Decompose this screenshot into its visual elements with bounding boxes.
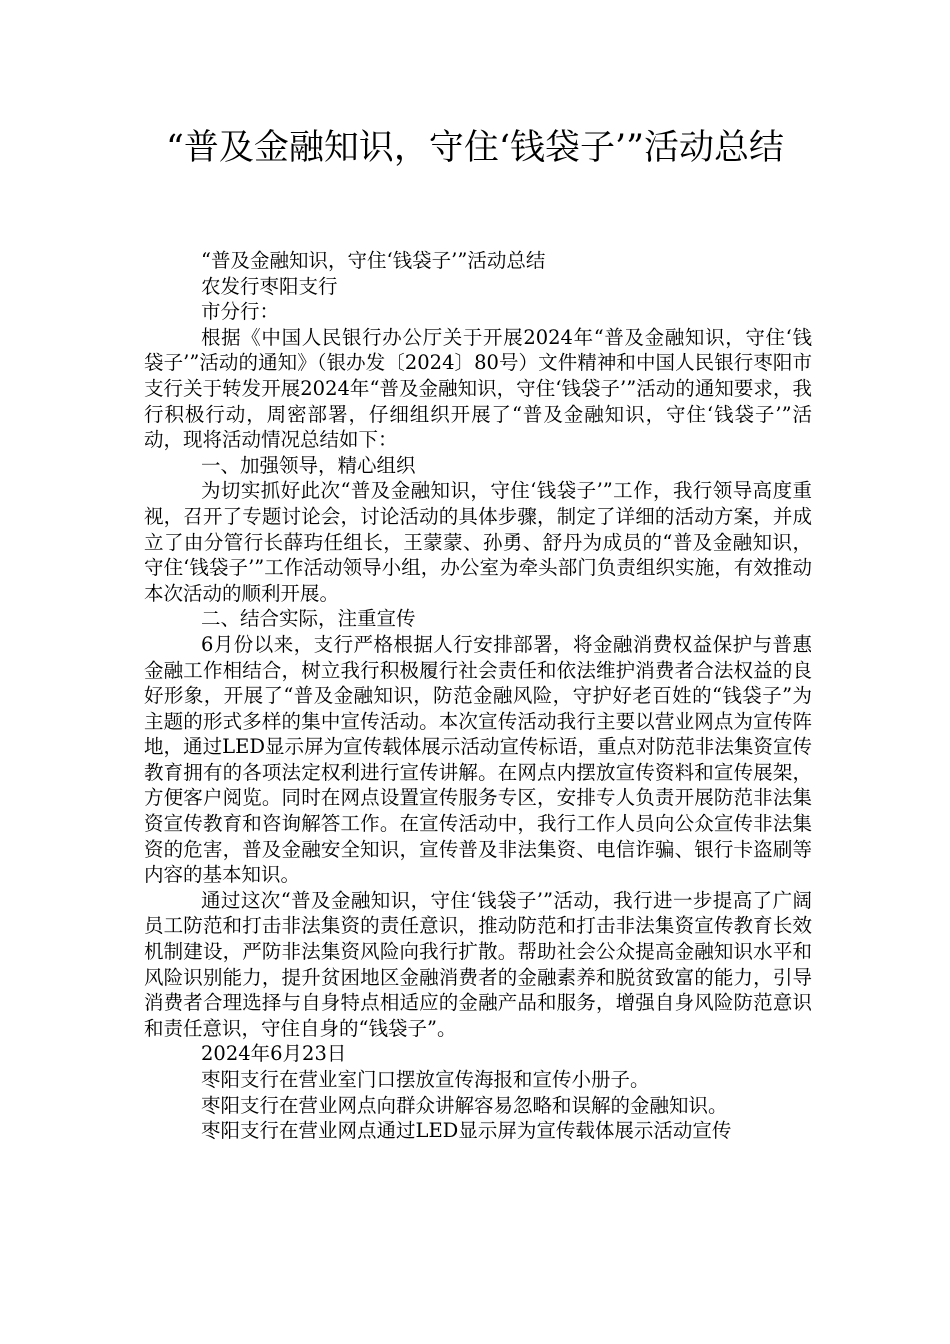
date-line: 2024年6月23日 bbox=[201, 1042, 347, 1066]
section-heading-1: 一、加强领导，精心组织 bbox=[201, 453, 416, 477]
sender-line: 农发行枣阳支行 bbox=[201, 274, 338, 298]
caption-3: 枣阳支行在营业网点通过LED显示屏为宣传载体展示活动宣传 bbox=[201, 1119, 732, 1143]
intro-paragraph: 根据《中国人民银行办公厅关于开展2024年“普及金融知识，守住‘钱袋子’”活动的通知》（银办发〔2024〕80号）文件精神和中国人民银行枣阳市支行关于转发开展2024年“普及金融知识，守住‘钱袋子’”活动的通知要求，我行积极行动，周密部署，仔细组织开展了“普及金融知识，守住‘钱袋子’”活动，现将活动情况总结如下： bbox=[144, 325, 812, 452]
conclusion-paragraph: 通过这次“普及金融知识，守住‘钱袋子’”活动，我行进一步提高了广阔员工防范和打击非法集资的责任意识，推动防范和打击非法集资宣传教育长效机制建设，严防非法集资风险向我行扩散。帮助社会公众提高金融知识水平和风险识别能力，提升贫困地区金融消费者的金融素养和脱贫致富的能力，引导消费者合理选择与自身特点相适应的金融产品和服务，增强自身风险防范意识和责任意识，守住自身的“钱袋子”。 bbox=[144, 888, 812, 1040]
section-2-paragraph: 6月份以来，支行严格根据人行安排部署，将金融消费权益保护与普惠金融工作相结合，树立我行积极履行社会责任和依法维护消费者合法权益的良好形象，开展了“普及金融知识，防范金融风险，守护好老百姓的“钱袋子”为主题的形式多样的集中宣传活动。本次宣传活动我行主要以营业网点为宣传阵地，通过LED显示屏为宣传载体展示活动宣传标语，重点对防范非法集资宣传教育拥有的各项法定权利进行宣传讲解。在网点内摆放宣传资料和宣传展架，方便客户阅览。同时在网点设置宣传服务专区，安排专人负责开展防范非法集资宣传教育和咨询解答工作。在宣传活动中，我行工作人员向公众宣传非法集资的危害，普及金融安全知识，宣传普及非法集资、电信诈骗、银行卡盗刷等内容的基本知识。 bbox=[144, 632, 812, 887]
section-heading-2: 二、结合实际，注重宣传 bbox=[201, 607, 416, 631]
document-title: “普及金融知识，守住‘钱袋子’”活动总结 bbox=[165, 128, 785, 168]
document-body bbox=[144, 248, 812, 1144]
recipient-line: 市分行： bbox=[201, 300, 280, 324]
caption-1: 枣阳支行在营业室门口摆放宣传海报和宣传小册子。 bbox=[201, 1068, 650, 1091]
heading-repeat: “普及金融知识，守住‘钱袋子’”活动总结 bbox=[201, 249, 546, 272]
caption-2: 枣阳支行在营业网点向群众讲解容易忽略和误解的金融知识。 bbox=[201, 1093, 728, 1117]
section-1-paragraph: 为切实抓好此次“普及金融知识，守住‘钱袋子’”工作，我行领导高度重视，召开了专题讨论会，讨论活动的具体步骤，制定了详细的活动方案，并成立了由分管行长薛玙任组长，王蒙蒙、孙勇、舒丹为成员的“普及金融知识，守住‘钱袋子’”工作活动领导小组，办公室为牵头部门负责组织实施，有效推动本次活动的顺利开展。 bbox=[144, 479, 812, 605]
